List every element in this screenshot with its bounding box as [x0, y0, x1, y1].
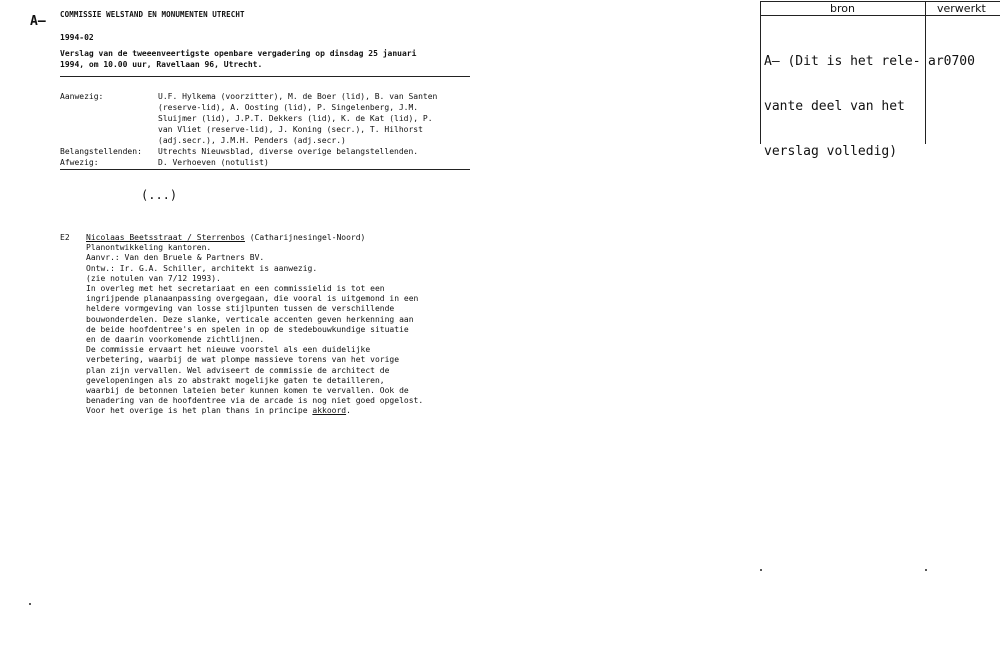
- item-line: De commissie ervaart het nieuwe voorstel als een duidelijke: [86, 345, 371, 355]
- item-title-underlined: Nicolaas Beetsstraat / Sterrenbos: [86, 233, 245, 242]
- item-line: verbetering, waarbij de wat plompe massieve torens van het vorige: [86, 355, 400, 365]
- document-number: 1994-02: [60, 33, 94, 42]
- document-heading: COMMISSIE WELSTAND EN MONUMENTEN UTRECHT: [60, 10, 245, 19]
- item-line: Aanvr.: Van den Bruele & Partners BV.: [86, 253, 265, 263]
- item-line: bouwonderdelen. Deze slanke, verticale accenten geven herkenning aan: [86, 314, 414, 324]
- scan-speck: [925, 569, 927, 571]
- bron-cell: [764, 24, 921, 174]
- subject-line: Verslag van de tweeenveertigste openbare vergadering op dinsdag 25 januari: [60, 49, 417, 58]
- item-line: plan zijn vervallen. Wel adviseert de commissie de architect de: [86, 365, 390, 375]
- item-line: gevelopeningen als zo abstrakt mogelijke gaten te detailleren,: [86, 375, 385, 385]
- item-line: de beide hoofdentree's en spelen in op de stedebouwkundige situatie: [86, 324, 409, 334]
- last-line-prefix: Voor het overige is het plan thans in principe: [86, 406, 313, 416]
- table-column-line: [925, 1, 926, 144]
- scan-speck: [760, 569, 762, 571]
- divider: [60, 169, 470, 170]
- present-line: (adj.secr.), J.M.H. Penders (adj.secr.): [158, 136, 346, 145]
- scan-speck: [29, 603, 31, 605]
- table-header-border: [760, 15, 1000, 16]
- item-code: E2: [60, 233, 70, 242]
- document-subject: [60, 48, 460, 70]
- item-body: [86, 233, 476, 417]
- attendance-block: [60, 91, 480, 168]
- item-title: [86, 233, 476, 243]
- item-line: (zie notulen van 7/12 1993).: [86, 273, 221, 283]
- item-line: en de daarin voorkomende zichtlijnen.: [86, 335, 265, 345]
- present-line: van Vliet (reserve-lid), J. Koning (secr.), T. Hilhorst: [158, 125, 423, 134]
- omission-marker: (...): [141, 188, 178, 202]
- item-line: ingrijpende planaanpassing overgegaan, die vooral is uitgemond in een: [86, 294, 419, 304]
- item-line: Ontw.: Ir. G.A. Schiller, architekt is aanwezig.: [86, 263, 318, 273]
- interested-value: Utrechts Nieuwsblad, diverse overige belangstellenden.: [158, 147, 419, 156]
- bron-line: A– (Dit is het rele-: [764, 54, 921, 69]
- present-line: Sluijmer (lid), J.P.T. Dekkers (lid), K. de Kat (lid), P.: [158, 114, 433, 123]
- last-line-suffix: .: [346, 406, 351, 416]
- absent-value: D. Verhoeven (notulist): [158, 158, 269, 167]
- column-header-verwerkt: verwerkt: [937, 2, 986, 15]
- column-header-bron: bron: [830, 2, 855, 15]
- item-line: benadering van de hoofdentree via de arcade is nog niet goed opgelost.: [86, 396, 424, 406]
- verwerkt-cell: ar0700: [928, 54, 975, 69]
- present-line: U.F. Hylkema (voorzitter), M. de Boer (lid), B. van Santen: [158, 92, 438, 101]
- subject-line: 1994, om 10.00 uur, Ravellaan 96, Utrecht.: [60, 60, 263, 69]
- interested-label: Belangstellenden:: [60, 147, 142, 156]
- item-title-rest: (Catharijnesingel-Noord): [244, 233, 366, 242]
- present-list: [158, 91, 480, 146]
- item-line: Planontwikkeling kantoren.: [86, 243, 212, 253]
- divider: [60, 76, 470, 77]
- present-line: (reserve-lid), A. Oosting (lid), P. Singelenberg, J.M.: [158, 103, 419, 112]
- present-label: Aanwezig:: [60, 92, 104, 101]
- absent-label: Afwezig:: [60, 158, 99, 167]
- item-line: waarbij de betonnen lateien beter kunnen komen te vervallen. Ook de: [86, 386, 409, 396]
- bron-line: vante deel van het: [764, 99, 905, 114]
- item-line: heldere vormgeving van losse stijlpunten tussen de verschillende: [86, 304, 395, 314]
- margin-mark: A–: [30, 14, 46, 29]
- item-last-line: [86, 406, 476, 416]
- bron-line: verslag volledig): [764, 144, 898, 159]
- approval-word: akkoord: [312, 406, 347, 416]
- table-column-line: [760, 1, 761, 144]
- item-line: In overleg met het secretariaat en een commissielid is tot een: [86, 284, 385, 294]
